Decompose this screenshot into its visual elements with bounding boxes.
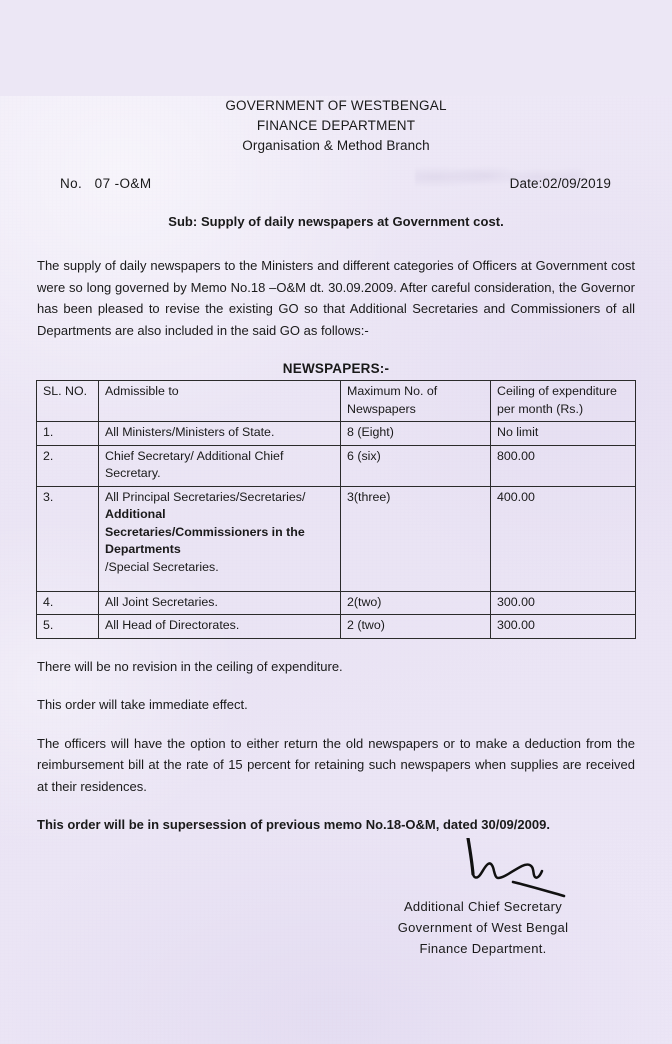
table-row: [37, 615, 636, 639]
signature-block: [36, 850, 636, 970]
cell-sl-no: 4.: [37, 591, 99, 615]
govt-name: GOVERNMENT OF WESTBENGAL: [225, 98, 447, 113]
col-header-ceiling: Ceiling of expenditure per month (Rs.): [491, 381, 636, 422]
cell-ceiling: 400.00: [491, 486, 636, 591]
col-header-sl-no: SL. NO.: [37, 381, 99, 422]
memo-date: Date:02/09/2019: [509, 176, 611, 191]
branch-name: Organisation & Method Branch: [242, 138, 430, 153]
paragraph-immediate-effect: This order will take immediate effect.: [37, 697, 248, 712]
cell-sl-no: 3.: [37, 486, 99, 591]
cell-ceiling: No limit: [491, 422, 636, 446]
signatory-designation: Additional Chief Secretary: [403, 898, 563, 914]
table-row: [37, 445, 636, 486]
cell-admissible-to: All Ministers/Ministers of State.: [99, 422, 341, 446]
cell-max-newspapers: 3(three): [341, 486, 491, 591]
col-header-max-papers: Maximum No. of Newspapers: [341, 381, 491, 422]
cell-ceiling: 300.00: [491, 615, 636, 639]
signatory-department: Finance Department.: [419, 940, 547, 956]
signatory-government: Government of West Bengal: [397, 919, 569, 935]
cell-admissible-to: All Head of Directorates.: [99, 615, 341, 639]
cell-sl-no: 2.: [37, 445, 99, 486]
table-row: [37, 422, 636, 446]
cell-ceiling: 800.00: [491, 445, 636, 486]
cell-max-newspapers: 2(two): [341, 591, 491, 615]
col-header-admissible: Admissible to: [99, 381, 341, 422]
subject-line: Sub: Supply of daily newspapers at Government cost.: [168, 214, 504, 229]
table-body: [37, 422, 636, 639]
handwritten-signature-icon: [438, 838, 578, 900]
cell-max-newspapers: 6 (six): [341, 445, 491, 486]
cell-max-newspapers: 8 (Eight): [341, 422, 491, 446]
table-row: [37, 591, 636, 615]
table-heading: NEWSPAPERS:-: [282, 361, 390, 376]
cell-admissible-to: Chief Secretary/ Additional Chief Secretary.: [99, 445, 341, 486]
paragraph-no-revision: There will be no revision in the ceiling of expenditure.: [37, 658, 343, 674]
cell-sl-no: 5.: [37, 615, 99, 639]
department-name: FINANCE DEPARTMENT: [256, 118, 416, 133]
newspaper-entitlement-table: [36, 380, 636, 639]
paragraph-return-option: The officers will have the option to either return the old newspapers or to make a deduction from the reimbursement bill at the rate of 15 percent for retaining such newspapers when supplies are received at their residences.: [37, 735, 635, 794]
paragraph-supersession: This order will be in supersession of previous memo No.18-O&M, dated 30/09/2009.: [37, 817, 550, 832]
cell-ceiling: 300.00: [491, 591, 636, 615]
document-page: [0, 96, 672, 1044]
memo-reference-line: [36, 176, 636, 191]
document-content: [0, 96, 672, 970]
cell-max-newspapers: 2 (two): [341, 615, 491, 639]
cell-sl-no: 1.: [37, 422, 99, 446]
cell-admissible-to: All Principal Secretaries/Secretaries/ Additional Secretaries/Commissioners in the Departments /Special Secretaries.: [99, 486, 341, 591]
table-header-row: [37, 381, 636, 422]
lead-paragraph: The supply of daily newspapers to the Ministers and different categories of Officers at Government cost were so long governed by Memo No.18 –O&M dt. 30.09.2009. After careful consideration, the Governor has been pleased to revise the existing GO so that Additional Secretaries and Commissioners of all Departments are also included in the said GO as follows:-: [37, 258, 635, 338]
signatory-details: [368, 896, 598, 959]
letterhead: [36, 96, 636, 156]
table-row: [37, 486, 636, 591]
cell-admissible-to: All Joint Secretaries.: [99, 591, 341, 615]
memo-number: No. 07 -O&M: [60, 176, 152, 191]
